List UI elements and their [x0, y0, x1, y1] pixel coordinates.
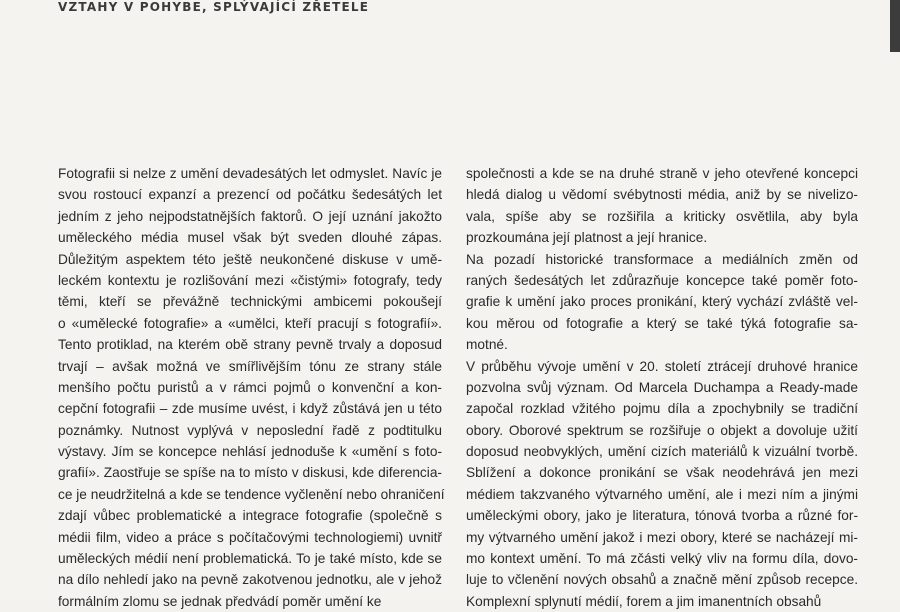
text-line: obory. Oborové spektrum se rozšiřuje o objekt a dovoluje užití [466, 422, 858, 438]
text-line: Fotografii si nelze z umění devadesátých let odmyslet. Navíc je [58, 166, 442, 181]
text-line: menšího počtu puristů a v rámci pojmů o konvenční a kon- [58, 379, 442, 395]
text-line: pozvolna svůj význam. Od Marcela Duchampa a Ready-made [466, 379, 858, 395]
text-line: uměleckých médií není problematická. To je také místo, kde se [58, 551, 442, 567]
text-line: luje to včlenění nových obsahů a značně mění způsob recepce. [466, 572, 858, 588]
text-line: uměleckými obory, jako je literatura, tónová tvorba a různé for- [466, 508, 858, 524]
text-line: my výtvarného umění jakož i mezi obory, které se nacházejí mi- [466, 529, 858, 545]
text-line: těmi, kteří se převážně technickými ambicemi pokoušejí [58, 294, 442, 310]
page-edge-mark [890, 0, 900, 52]
left-text-column [58, 163, 445, 612]
text-line: V průběhu vývoje umění v 20. století ztrácejí druhové hranice [466, 358, 858, 374]
text-line: Sblížení a dokonce pronikání se však neodehrává jen mezi [466, 465, 858, 481]
text-line: Komplexní splynutí médií, forem a jim imanentních obsahů [466, 593, 822, 609]
text-line: formálním zlomu se jednak předvádí poměr umění ke [58, 593, 382, 609]
text-line: uměleckého média musel však být sveden dlouhé zápas. [58, 230, 442, 246]
text-line: Tento protiklad, na kterém obě strany pevně trvaly a doposud [58, 337, 442, 353]
text-line: svou rostoucí expanzí a prezencí od počátku šedesátých let [58, 187, 442, 203]
text-line: započal rozklad vžitého pojmu díla a zpochybnily se tradiční [466, 401, 858, 417]
right-text-column [466, 163, 858, 612]
text-line: výstavy. Jím se koncepce nehlásí jednoduše k «umění s foto- [58, 444, 442, 460]
text-line: cepční fotografii – zde musíme uvést, i když zůstává jen u této [58, 401, 442, 417]
text-line: zdají vůbec problematické a integrace fotografie (společně s [58, 508, 442, 524]
text-line: médiem takzvaného výtvarného umění, ale i mezi ním a jinými [466, 486, 858, 502]
text-line: vala, spíše aby se rozšiřila a kriticky osvětlila, aby byla [466, 208, 858, 224]
text-line: prozkoumána její platnost a její hranice. [466, 230, 708, 246]
text-line: grafie k umění jako proces pronikání, který vychází zvláště vel- [466, 294, 858, 310]
text-line: trvají – avšak možná ve smířlivějším tónu ze strany stále [58, 358, 442, 374]
text-line: Důležitým aspektem této ještě neukončené diskuse v umě- [58, 251, 442, 267]
text-line: společnosti a kde se na druhé straně v jeho otevřené koncepci [466, 166, 858, 181]
text-line: na dílo nehledí jako na pevně zakotvenou jednotku, ale v jehož [58, 572, 442, 588]
text-line: motné. [466, 337, 508, 353]
text-line: leckém kontextu je rozlišování mezi «čistými» fotografy, tedy [58, 272, 442, 288]
text-line: kou měrou od fotografie a který se také týká fotografie sa- [466, 315, 858, 331]
text-line: o «umělecké fotografie» a «umělci, kteří pracují s fotografií». [58, 315, 442, 331]
text-line: hledá dialog u vědomí svébytnosti média, aniž by se nivelizo- [466, 187, 858, 203]
text-line: mo kontext umění. To má zčásti velký vliv na formu díla, dovo- [466, 551, 858, 567]
text-line: médii film, video a práce s počítačovými technologiemi) uvnitř [58, 529, 442, 545]
text-line: poznámky. Nutnost vyplývá v neposlední řadě z podtitulku [58, 422, 442, 438]
text-line: Na pozadí historické transformace a mediálních změn od [466, 251, 858, 267]
text-line: doposud neobvyklých, umění cizích materiálů k vizuální tvorbě. [466, 444, 858, 460]
text-line: grafií». Zaostřuje se spíše na to místo v diskusi, kde diferencia- [58, 465, 442, 481]
running-header: VZTAHY V POHYBE, SPLÝVAJÍCÍ ZŘETELE [58, 0, 370, 14]
text-line: ce je neudržitelná a kde se tendence vyčlenění nebo ohraničení [58, 486, 445, 502]
text-line: raných šedesátých let zdůrazňuje koncepce také poměr foto- [466, 272, 858, 288]
text-line: jedním z jeho nejpodstatnějších faktorů. O její uznání jakožto [58, 208, 442, 224]
